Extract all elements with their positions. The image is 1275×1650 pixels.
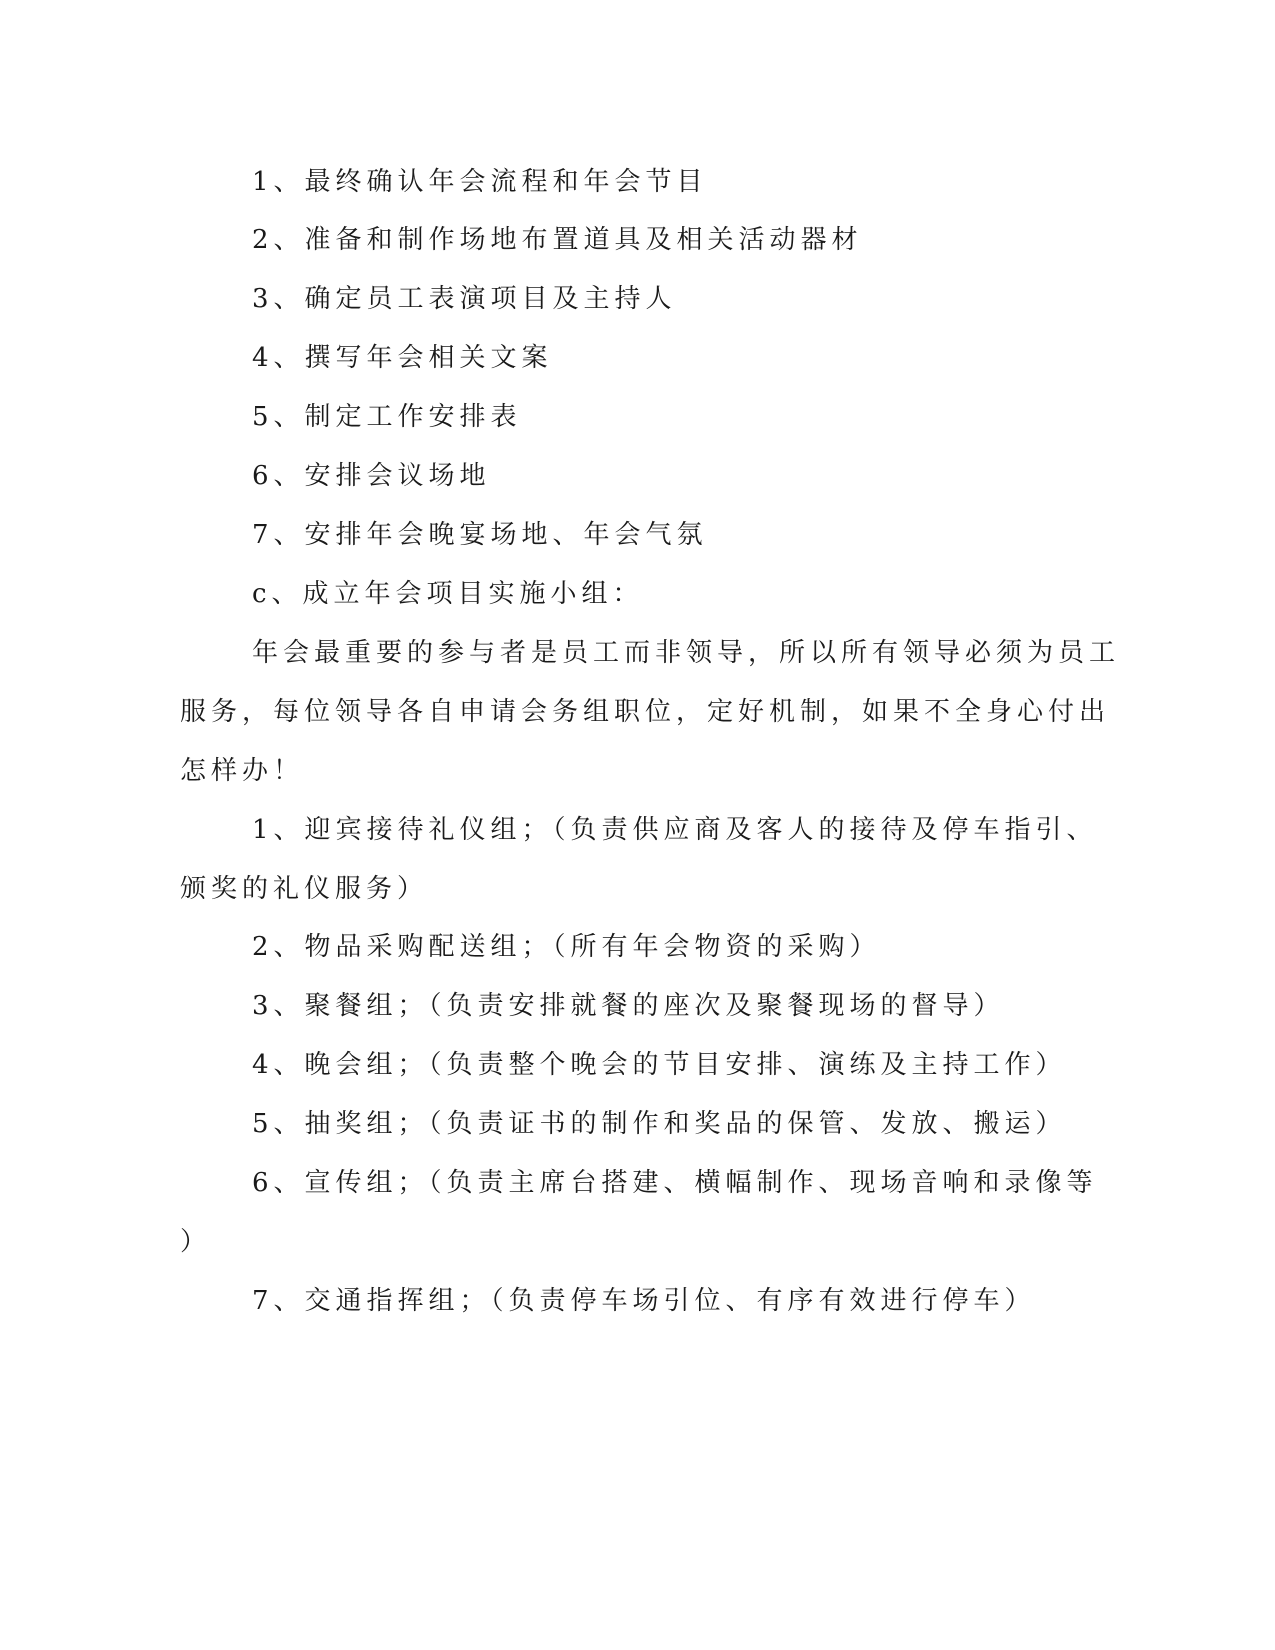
prep-item: 1、最终确认年会流程和年会节目	[252, 167, 708, 197]
prep-item: 2、准备和制作场地布置道具及相关活动器材	[252, 225, 863, 255]
group-item: 2、物品采购配送组；（所有年会物资的采购）	[252, 932, 881, 962]
prep-item: 4、撰写年会相关文案	[252, 343, 553, 373]
group-item: 3、聚餐组；（负责安排就餐的座次及聚餐现场的督导）	[252, 991, 1005, 1021]
group-item: 7、交通指挥组；（负责停车场引位、有序有效进行停车）	[252, 1286, 1036, 1316]
group-item-continuation: ）	[180, 1227, 212, 1257]
prep-item: 6、安排会议场地	[252, 461, 491, 491]
group-item: 4、晚会组；（负责整个晚会的节目安排、演练及主持工作）	[252, 1050, 1067, 1080]
section-heading: c、成立年会项目实施小组：	[252, 579, 644, 609]
group-item: 1、迎宾接待礼仪组；（负责供应商及客人的接待及停车指引、	[252, 815, 1098, 845]
group-item: 5、抽奖组；（负责证书的制作和奖品的保管、发放、搬运）	[252, 1109, 1067, 1139]
group-item-continuation: 颁奖的礼仪服务）	[180, 874, 429, 904]
paragraph-line: 服务，每位领导各自申请会务组职位，定好机制，如果不全身心付出	[180, 697, 1111, 727]
paragraph-line: 怎样办！	[180, 756, 305, 786]
paragraph-line: 年会最重要的参与者是员工而非领导，所以所有领导必须为员工	[252, 638, 1121, 668]
group-item: 6、宣传组；（负责主席台搭建、横幅制作、现场音响和录像等	[252, 1168, 1098, 1198]
prep-item: 7、安排年会晚宴场地、年会气氛	[252, 520, 708, 550]
prep-item: 5、制定工作安排表	[252, 402, 522, 432]
prep-item: 3、确定员工表演项目及主持人	[252, 284, 677, 314]
